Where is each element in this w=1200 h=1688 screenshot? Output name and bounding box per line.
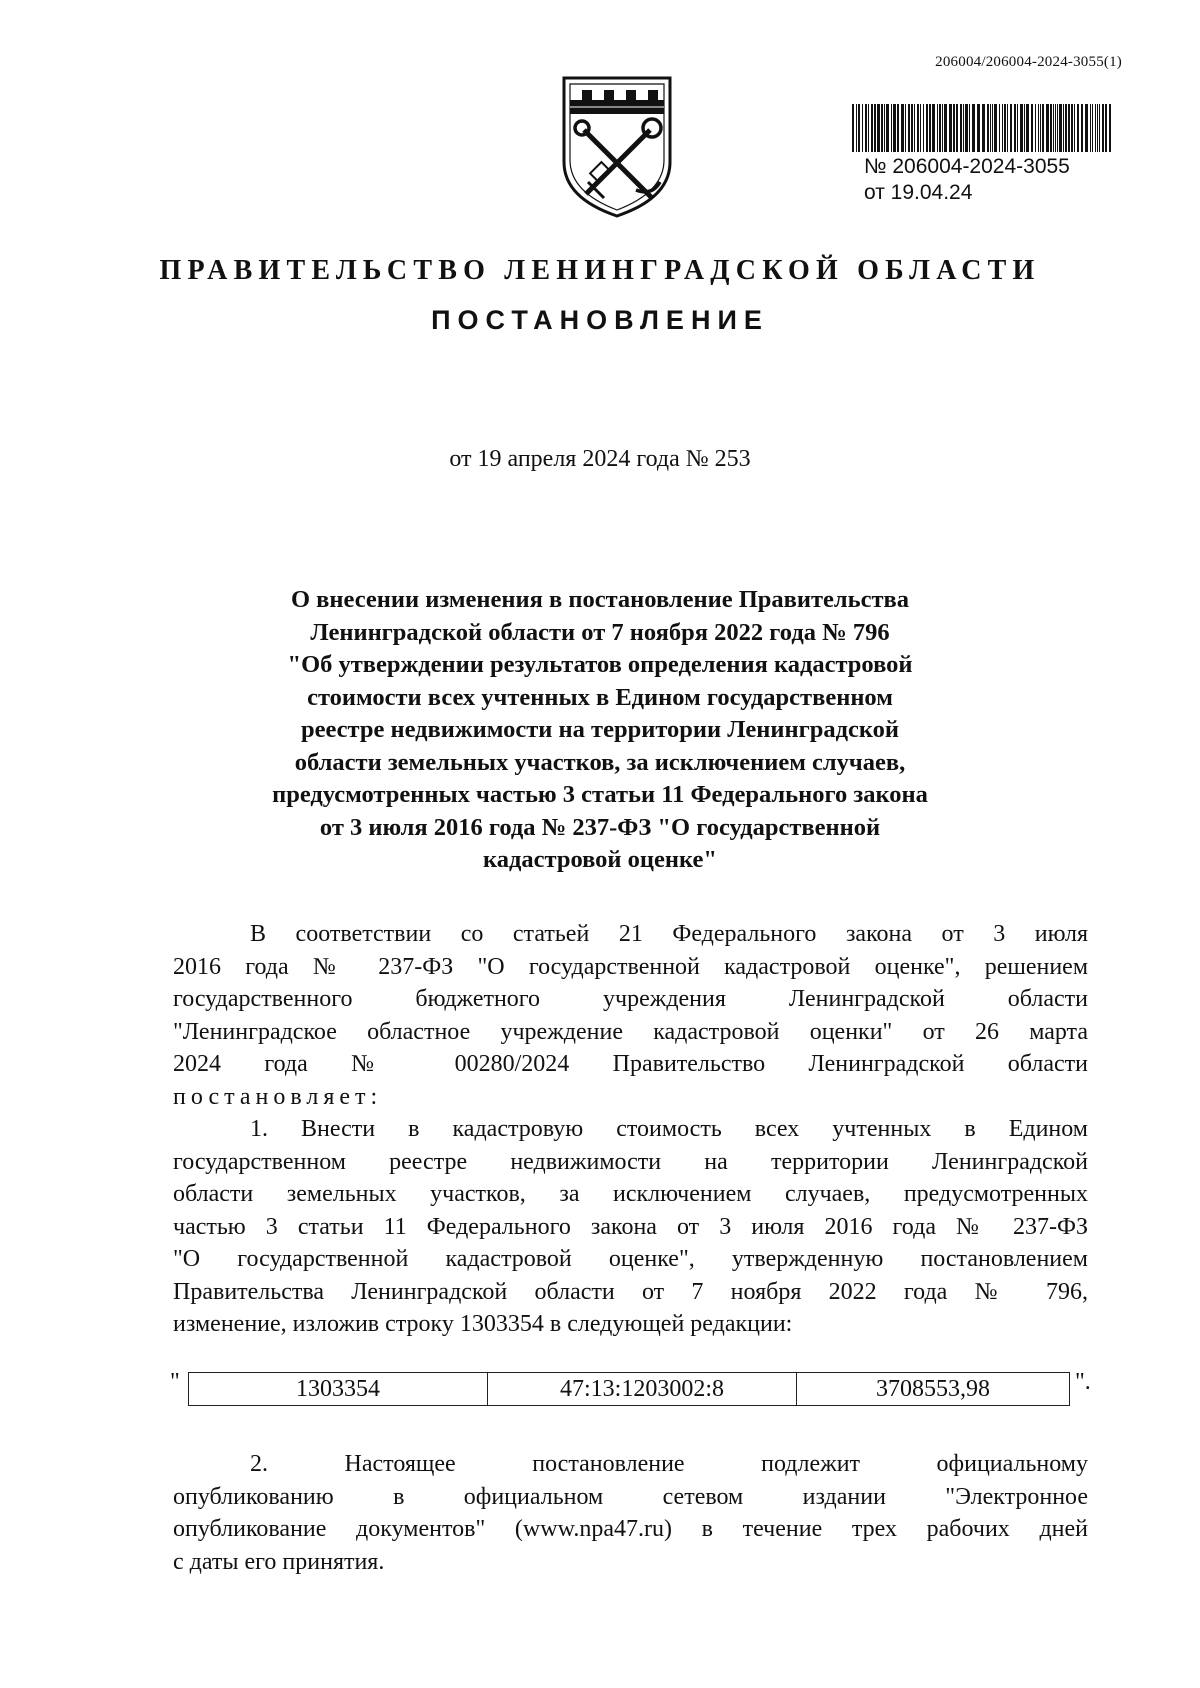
item-2-line: опубликование документов" (www.npa47.ru) в течение трех рабочих дней (173, 1516, 1088, 1542)
preamble-line: В соответствии со статьей 21 Федерального закона от 3 июля (250, 921, 1088, 947)
coat-of-arms-icon (552, 70, 682, 220)
subject-line: "Об утверждении результатов определения кадастровой (287, 651, 913, 678)
decree-subject (150, 584, 1050, 877)
item-2-line: с даты его принятия. (173, 1548, 385, 1575)
registration-number: № 206004-2024-3055 (864, 155, 1070, 178)
table-row (189, 1373, 1070, 1406)
document-code: 206004/206004-2024-3055(1) (935, 54, 1122, 70)
cadastral-value-cell: 3708553,98 (797, 1373, 1070, 1406)
replacement-row-table (188, 1372, 1070, 1406)
registration-date: от 19.04.24 (864, 181, 973, 204)
item-1-paragraph (173, 1113, 1088, 1341)
preamble-line: государственного бюджетного учреждения Ленинградской области (173, 986, 1088, 1012)
subject-line: стоимости всех учтенных в Едином государственном (307, 683, 893, 711)
item-1-line: 1. Внести в кадастровую стоимость всех учтенных в Едином (250, 1116, 1088, 1142)
subject-line: кадастровой оценке" (482, 846, 717, 873)
subject-line: предусмотренных частью 3 статьи 11 Федерального закона (272, 781, 928, 808)
preamble-line: 2016 года № 237-ФЗ "О государственной кадастровой оценке", решением (173, 953, 1088, 980)
subject-line: реестре недвижимости на территории Ленинградской (300, 716, 899, 743)
subject-line: области земельных участков, за исключением случаев, (294, 748, 906, 776)
row-number-cell: 1303354 (189, 1373, 488, 1406)
registration-stamp (864, 154, 1070, 206)
item-2-paragraph (173, 1448, 1088, 1578)
item-1-line: области земельных участков, за исключением случаев, предусмотренных (173, 1181, 1088, 1207)
item-1-line: "О государственной кадастровой оценке", утвержденную постановлением (173, 1246, 1088, 1272)
table-quote-close: ". (1075, 1369, 1091, 1395)
item-1-line: частью 3 статьи 11 Федерального закона от 3 июля 2016 года № 237-ФЗ (173, 1213, 1088, 1240)
subject-line: от 3 июля 2016 года № 237-ФЗ "О государственной (319, 813, 881, 841)
government-title: ПРАВИТЕЛЬСТВО ЛЕНИНГРАДСКОЙ ОБЛАСТИ (159, 255, 1041, 286)
resolves-word: постановляет: (173, 1083, 383, 1110)
subject-line: О внесении изменения в постановление Правительства (291, 586, 909, 613)
item-1-line: изменение, изложив строку 1303354 в следующей редакции: (173, 1311, 793, 1337)
cadastral-number-cell: 47:13:1203002:8 (488, 1373, 797, 1406)
preamble-line: 2024 года № 00280/2024 Правительство Ленинградской области (173, 1051, 1088, 1077)
decree-title: ПОСТАНОВЛЕНИЕ (431, 305, 769, 335)
subject-line: Ленинградской области от 7 ноября 2022 года № 796 (310, 618, 890, 646)
preamble-line: "Ленинградское областное учреждение кадастровой оценки" от 26 марта (173, 1018, 1088, 1045)
decree-date: от 19 апреля 2024 года № 253 (449, 446, 751, 472)
preamble-paragraph (173, 918, 1088, 1113)
item-2-line: 2. Настоящее постановление подлежит официальному (250, 1451, 1088, 1477)
item-1-line: Правительства Ленинградской области от 7 ноября 2022 года № 796, (173, 1278, 1088, 1305)
barcode-icon (850, 104, 1116, 152)
table-quote-open: " (170, 1369, 180, 1395)
item-2-line: опубликованию в официальном сетевом издании "Электронное (173, 1483, 1088, 1510)
item-1-line: государственном реестре недвижимости на территории Ленинградской (173, 1148, 1088, 1175)
